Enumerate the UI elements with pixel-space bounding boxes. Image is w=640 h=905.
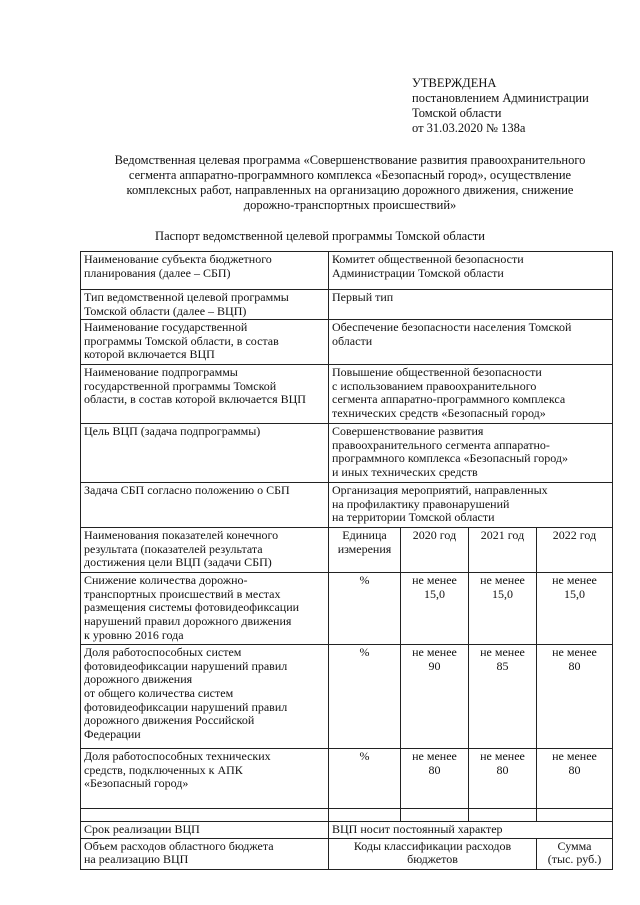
row-value: Совершенствование развития правоохранительного сегмента аппаратно- программного комплекса «Безопасный город» и иных технических средств [329, 424, 613, 483]
year-header: 2021 год [469, 528, 537, 573]
budget-codes-header: Коды классификации расходов бюджетов [329, 838, 537, 869]
table-row [81, 365, 613, 424]
indicator-row [81, 645, 613, 749]
row-value: Организация мероприятий, направленных на профилактику правонарушений на территории Томской области [329, 483, 613, 528]
indicator-label: Доля работоспособных систем фотовидеофиксации нарушений правил дорожного движения от общего количества систем фотовидеофиксации нарушений правил дорожного движения Российской Федерации [81, 645, 329, 749]
approval-line: Томской области [412, 106, 502, 120]
budget-sum-header: Сумма (тыс. руб.) [537, 838, 613, 869]
approval-stamp [412, 76, 589, 136]
indicator-value: не менее 90 [401, 645, 469, 749]
year-header: 2022 год [537, 528, 613, 573]
spacer-cell [537, 809, 613, 822]
row-value: Первый тип [329, 290, 613, 320]
row-label: Тип ведомственной целевой программы Томской области (далее – ВЦП) [81, 290, 329, 320]
indicators-header-label: Наименования показателей конечного результата (показателей результата достижения цели ВЦП (задачи СБП) [81, 528, 329, 573]
term-row [81, 822, 613, 839]
indicator-label: Снижение количества дорожно- транспортных происшествий в местах размещения системы фотовидеофиксации нарушений правил дорожного движения к уровню 2016 года [81, 573, 329, 645]
year-header: 2020 год [401, 528, 469, 573]
table-row [81, 320, 613, 365]
indicator-label: Доля работоспособных технических средств, подключенных к АПК «Безопасный город» [81, 749, 329, 809]
program-title-line: Ведомственная целевая программа «Совершенствование развития правоохранительного [114, 153, 586, 167]
indicator-value: не менее 15,0 [469, 573, 537, 645]
row-label: Наименование государственной программы Томской области, в состав которой включается ВЦП [81, 320, 329, 365]
table-row [81, 483, 613, 528]
indicator-unit: % [329, 645, 401, 749]
row-label: Цель ВЦП (задача подпрограммы) [81, 424, 329, 483]
spacer-cell [81, 809, 329, 822]
approval-line: УТВЕРЖДЕНА [412, 76, 497, 90]
row-value: Повышение общественной безопасности с использованием правоохранительного сегмента аппаратно-программного комплекса технических средств «Безопасный город» [329, 365, 613, 424]
indicator-unit: % [329, 573, 401, 645]
approval-line: от 31.03.2020 № 138а [412, 121, 526, 135]
indicator-value: не менее 15,0 [537, 573, 613, 645]
program-title [80, 153, 620, 213]
indicator-value: не менее 15,0 [401, 573, 469, 645]
indicator-value: не менее 85 [469, 645, 537, 749]
table-row [81, 252, 613, 290]
spacer-row [81, 809, 613, 822]
spacer-cell [329, 809, 401, 822]
table-row [81, 290, 613, 320]
indicator-unit: % [329, 749, 401, 809]
term-value: ВЦП носит постоянный характер [329, 822, 613, 839]
approval-line: постановлением Администрации [412, 91, 589, 105]
unit-header: Единица измерения [329, 528, 401, 573]
spacer-cell [469, 809, 537, 822]
program-title-line: комплексных работ, направленных на организацию дорожного движения, снижение [126, 183, 574, 197]
budget-row [81, 838, 613, 869]
indicator-row [81, 749, 613, 809]
row-label: Наименование субъекта бюджетного планирования (далее – СБП) [81, 252, 329, 290]
program-title-line: дорожно-транспортных происшествий» [243, 198, 457, 212]
passport-table [80, 251, 613, 870]
indicator-value: не менее 80 [469, 749, 537, 809]
row-value: Обеспечение безопасности населения Томской области [329, 320, 613, 365]
passport-title: Паспорт ведомственной целевой программы Томской области [155, 229, 485, 243]
term-label: Срок реализации ВЦП [81, 822, 329, 839]
row-value: Комитет общественной безопасности Администрации Томской области [329, 252, 613, 290]
indicators-header-row [81, 528, 613, 573]
program-title-line: сегмента аппаратно-программного комплекса «Безопасный город», осуществление [128, 168, 572, 182]
indicator-value: не менее 80 [537, 749, 613, 809]
budget-label: Объем расходов областного бюджета на реализацию ВЦП [81, 838, 329, 869]
table-row [81, 424, 613, 483]
spacer-cell [401, 809, 469, 822]
indicator-value: не менее 80 [537, 645, 613, 749]
indicator-value: не менее 80 [401, 749, 469, 809]
indicator-row [81, 573, 613, 645]
row-label: Задача СБП согласно положению о СБП [81, 483, 329, 528]
row-label: Наименование подпрограммы государственной программы Томской области, в состав которой включается ВЦП [81, 365, 329, 424]
